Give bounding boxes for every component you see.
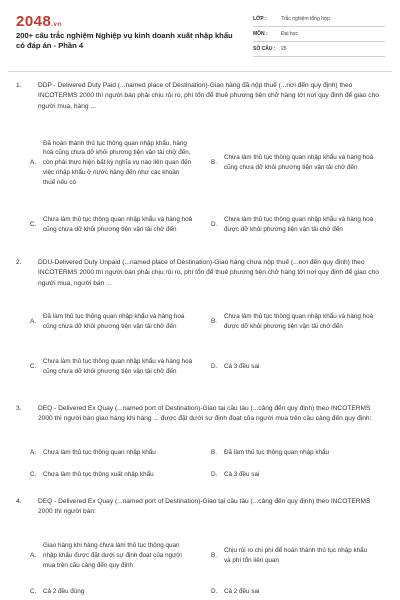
header-divider (8, 71, 392, 72)
option-a[interactable] (30, 124, 193, 202)
document-header (0, 0, 400, 66)
option-text: Chưa làm thủ tục thông quan nhập khẩu và hàng hoá cũng chưa dỡ khỏi phương tiện vận tải chở đến (224, 154, 374, 171)
meta-value: Trắc nghiệm tổng hợp (281, 16, 330, 22)
option-c[interactable] (30, 348, 193, 386)
option-text: Chưa làm thủ tục thông xuất nhập khẩu (43, 471, 154, 479)
option-letter: A. (30, 449, 36, 457)
option-text: Đã làm thủ tục thông quan nhập khẩu (224, 449, 330, 457)
question-text: DDP - Delivered Duty Paid (...named place of Destination)-Giao hàng đã nộp thuế (...nơi đến quy định) theo INCOTERMS 2000 thì người bán phải chịu rủi ro, phí tổn để thuê phương tiện chở hàng tới nơi quy định để giao cho người mua, hàng ... (38, 82, 379, 110)
question-text: DEQ - Delivered Ex Quay (...named port of Destination)-Giao tại cầu tàu (...cảng đến quy định) theo INCOTERMS 2000 thì người bán: (38, 498, 371, 516)
option-d[interactable] (211, 468, 374, 482)
option-d[interactable] (211, 348, 374, 386)
question-number: 2. (16, 259, 22, 266)
option-letter: B. (211, 318, 217, 326)
option-text: Chưa làm thủ tục thông quan nhập khẩu và hàng hoá cũng chưa dỡ khỏi phương tiện vận tải chở đến (43, 358, 193, 375)
meta-row-class (253, 12, 385, 27)
option-letter: C. (30, 363, 37, 371)
option-b[interactable] (211, 446, 374, 460)
option-text: Chưa làm thủ tục thông quan nhập khẩu và hàng hoá cũng chưa dỡ khỏi phương tiện vận tải chở đến (43, 216, 193, 233)
option-letter: C. (30, 471, 37, 479)
option-text: Giao hàng khi hàng chưa làm thủ tục thông quan nhập khẩu được đặt dưới sự định đoạt của người mua trên cầu cảng đến quy định (43, 542, 182, 569)
question-number: 3. (16, 405, 22, 412)
logo-suffix: .vn (51, 22, 62, 28)
meta-label: MÔN : (253, 31, 268, 37)
option-text: Chưa làm thủ tục thông quan nhập khẩu và hàng hoá được dỡ khỏi phương tiện vận tải chở đến (224, 313, 374, 330)
document-title: 200+ câu trắc nghiệm Nghiệp vụ kinh doanh xuất nhập khẩu có đáp án - Phần 4 (16, 31, 233, 50)
option-text: Cả 3 đều sai (224, 471, 260, 479)
option-text: Chưa làm thủ tục thông quan nhập khẩu và hàng hoá được dỡ khỏi phương tiện vận tải chở đến (224, 216, 374, 233)
question-4 (16, 497, 386, 518)
option-c[interactable] (30, 585, 193, 598)
meta-table (253, 12, 385, 57)
option-a[interactable] (30, 303, 193, 341)
option-a[interactable] (30, 446, 193, 460)
meta-row-subject (253, 27, 385, 42)
option-c[interactable] (30, 206, 193, 244)
question-number: 4. (16, 498, 22, 505)
site-logo[interactable] (16, 13, 62, 30)
option-letter: B. (211, 449, 217, 457)
option-c[interactable] (30, 468, 193, 482)
option-d[interactable] (211, 585, 374, 598)
option-letter: C. (30, 221, 37, 229)
option-d[interactable] (211, 206, 374, 244)
option-letter: D. (211, 587, 218, 595)
question-1 (16, 81, 386, 112)
option-letter: A. (30, 552, 36, 560)
option-letter: B. (211, 552, 217, 560)
option-letter: D. (211, 363, 218, 371)
option-text: Cả 2 đều đúng (43, 587, 85, 595)
option-text: Chưa làm thủ tục thông quan nhập khẩu (43, 449, 156, 457)
option-text: Đã hoàn thành thủ tục thông quan nhập khẩu, hàng hoá cũng chưa dỡ khỏi phương tiện vận tải chở đến, còn phải thực hiện bất kỳ nghĩa vụ nào liên quan đến việc nhập khẩu ở nước hàng đến như các khoản thuế nếu có (43, 139, 192, 186)
option-letter: B. (211, 159, 217, 167)
option-text: Chịu rủi ro chi phí để hoàn thành thủ tục nhập khẩu và phí tổn liên quan (224, 547, 368, 564)
option-b[interactable] (211, 303, 374, 341)
logo-main: 2048 (16, 13, 52, 30)
meta-label: LỚP : (253, 16, 267, 22)
question-2 (16, 258, 386, 289)
meta-value: Đại học (281, 31, 298, 37)
option-letter: D. (211, 471, 218, 479)
option-text: Cả 3 đều sai (224, 363, 260, 371)
option-letter: A. (30, 318, 36, 326)
meta-label: SỐ CÂU : (253, 46, 276, 52)
question-3 (16, 404, 386, 425)
meta-value: 25 (281, 46, 287, 52)
option-a[interactable] (30, 532, 193, 580)
option-letter: D. (211, 221, 218, 229)
option-letter: C. (30, 587, 37, 595)
question-text: DEQ - Delivered Ex Quay (...named port of Destination)-Giao tại cầu tàu (...cảng đến quy định) theo INCOTERMS 2000 thì người bán giao hàng khi hàng ... được đặt dưới sự định đoạt của người mua trên cầu cảng đến quy định: (38, 405, 372, 423)
meta-row-count (253, 42, 385, 57)
option-letter: A. (30, 159, 36, 167)
question-number: 1. (16, 82, 22, 89)
option-text: Đã làm thủ tục thông quan nhập khẩu và hàng hoá cũng chưa dỡ khỏi phương tiện vận tải chở đến (43, 313, 185, 330)
question-text: DDU-Delivered Duty Unpaid (...named place of Destination)-Giao hàng chưa nộp thuế (...nơi đến quy định) theo INCOTERMS 2000 thì người bán phải chịu rủi ro, phí tổn để thuê phương tiện chở hàng tới nơi quy định để giao cho người mua, người bán ... (38, 259, 379, 287)
option-text: Cả 2 đều sai (224, 587, 260, 595)
option-b[interactable] (211, 532, 374, 580)
option-b[interactable] (211, 124, 374, 202)
